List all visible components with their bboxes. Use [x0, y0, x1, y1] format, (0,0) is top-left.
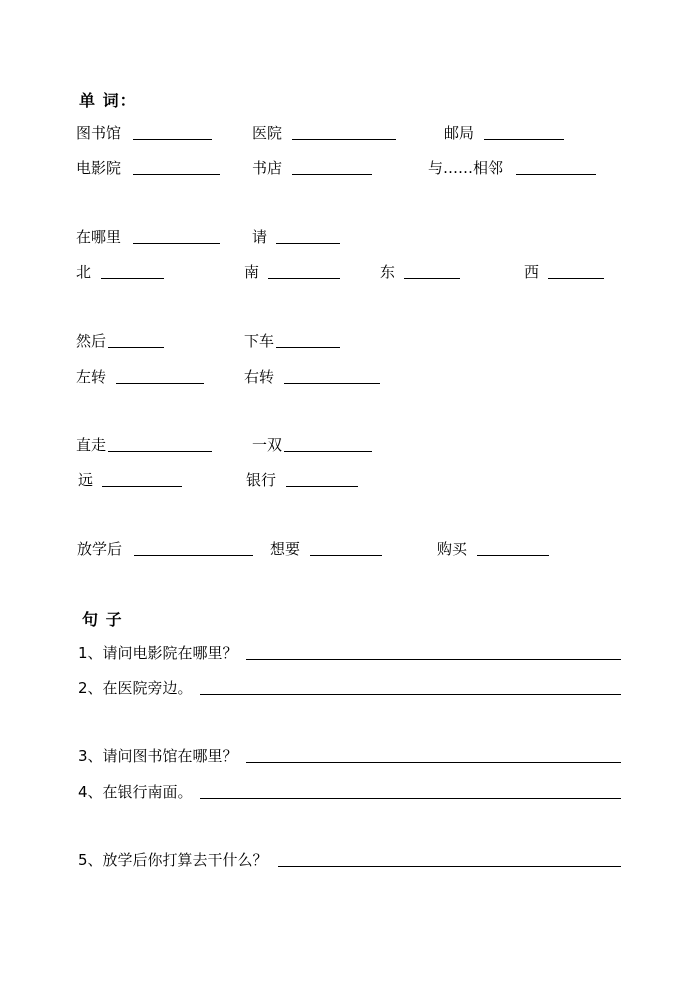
vocab-word: 一双	[252, 436, 283, 454]
vocab-word: 远	[78, 471, 94, 489]
vocab-word: 放学后	[77, 540, 123, 558]
vocab-item	[380, 262, 464, 282]
vocab-item	[76, 367, 208, 387]
sentence-text: 2、在医院旁边。	[78, 679, 193, 697]
answer-blank[interactable]	[200, 694, 621, 695]
vocab-word: 南	[244, 263, 260, 281]
vocab-word: 在哪里	[76, 228, 122, 246]
vocab-item	[77, 539, 257, 559]
vocab-word: 左转	[76, 368, 107, 386]
answer-blank[interactable]	[516, 174, 596, 175]
answer-blank[interactable]	[102, 486, 182, 487]
answer-blank[interactable]	[276, 243, 340, 244]
vocab-word: 银行	[246, 471, 277, 489]
answer-blank[interactable]	[404, 278, 460, 279]
answer-blank[interactable]	[116, 383, 204, 384]
sentence-text: 5、放学后你打算去干什么？	[78, 851, 268, 869]
sentence-item	[78, 643, 622, 663]
vocab-item	[78, 470, 186, 490]
sentence-item	[78, 850, 622, 870]
sentence-item	[78, 782, 622, 802]
answer-blank[interactable]	[284, 451, 372, 452]
vocab-item	[428, 158, 600, 178]
sentence-text: 3、请问图书馆在哪里？	[78, 747, 238, 765]
vocab-heading: 单 词：	[79, 91, 137, 110]
vocab-item	[244, 367, 384, 387]
vocab-item	[76, 158, 224, 178]
answer-blank[interactable]	[133, 243, 220, 244]
sentence-item	[78, 678, 622, 698]
answer-blank[interactable]	[477, 555, 549, 556]
vocab-item	[444, 123, 568, 143]
answer-blank[interactable]	[284, 383, 380, 384]
vocab-item	[76, 331, 168, 351]
vocab-word: 想要	[270, 540, 301, 558]
vocab-item	[252, 158, 376, 178]
answer-blank[interactable]	[108, 451, 212, 452]
vocab-item	[76, 123, 216, 143]
answer-blank[interactable]	[278, 866, 621, 867]
vocab-word: 与……相邻	[428, 159, 504, 177]
vocab-item	[252, 435, 376, 455]
vocab-word: 书店	[252, 159, 283, 177]
answer-blank[interactable]	[292, 174, 372, 175]
answer-blank[interactable]	[484, 139, 564, 140]
vocab-item	[252, 227, 344, 247]
answer-blank[interactable]	[134, 555, 253, 556]
vocab-word: 直走	[76, 436, 107, 454]
vocab-item	[76, 262, 168, 282]
vocab-word: 北	[76, 263, 92, 281]
vocab-word: 邮局	[444, 124, 475, 142]
answer-blank[interactable]	[310, 555, 382, 556]
vocab-word: 医院	[252, 124, 283, 142]
answer-blank[interactable]	[108, 347, 164, 348]
vocab-item	[270, 539, 386, 559]
vocab-word: 电影院	[76, 159, 122, 177]
answer-blank[interactable]	[276, 347, 340, 348]
vocab-word: 图书馆	[76, 124, 122, 142]
vocab-word: 右转	[244, 368, 275, 386]
vocab-word: 然后	[76, 332, 107, 350]
vocab-word: 下车	[244, 332, 275, 350]
vocab-word: 西	[524, 263, 540, 281]
answer-blank[interactable]	[246, 659, 621, 660]
answer-blank[interactable]	[292, 139, 396, 140]
vocab-item	[244, 262, 344, 282]
vocab-item	[246, 470, 362, 490]
answer-blank[interactable]	[200, 798, 621, 799]
vocab-item	[76, 227, 224, 247]
answer-blank[interactable]	[101, 278, 164, 279]
vocab-item	[437, 539, 553, 559]
vocab-item	[76, 435, 216, 455]
answer-blank[interactable]	[246, 762, 621, 763]
vocab-word: 东	[380, 263, 396, 281]
sentence-text: 1、请问电影院在哪里？	[78, 644, 238, 662]
vocab-item	[252, 123, 400, 143]
answer-blank[interactable]	[268, 278, 340, 279]
vocab-item	[524, 262, 608, 282]
answer-blank[interactable]	[286, 486, 358, 487]
sentence-text: 4、在银行南面。	[78, 783, 193, 801]
vocab-word: 购买	[437, 540, 468, 558]
vocab-word: 请	[252, 228, 268, 246]
sentence-heading: 句 子	[82, 610, 123, 629]
vocab-item	[244, 331, 344, 351]
sentence-item	[78, 746, 622, 766]
answer-blank[interactable]	[548, 278, 604, 279]
answer-blank[interactable]	[133, 139, 212, 140]
answer-blank[interactable]	[133, 174, 220, 175]
